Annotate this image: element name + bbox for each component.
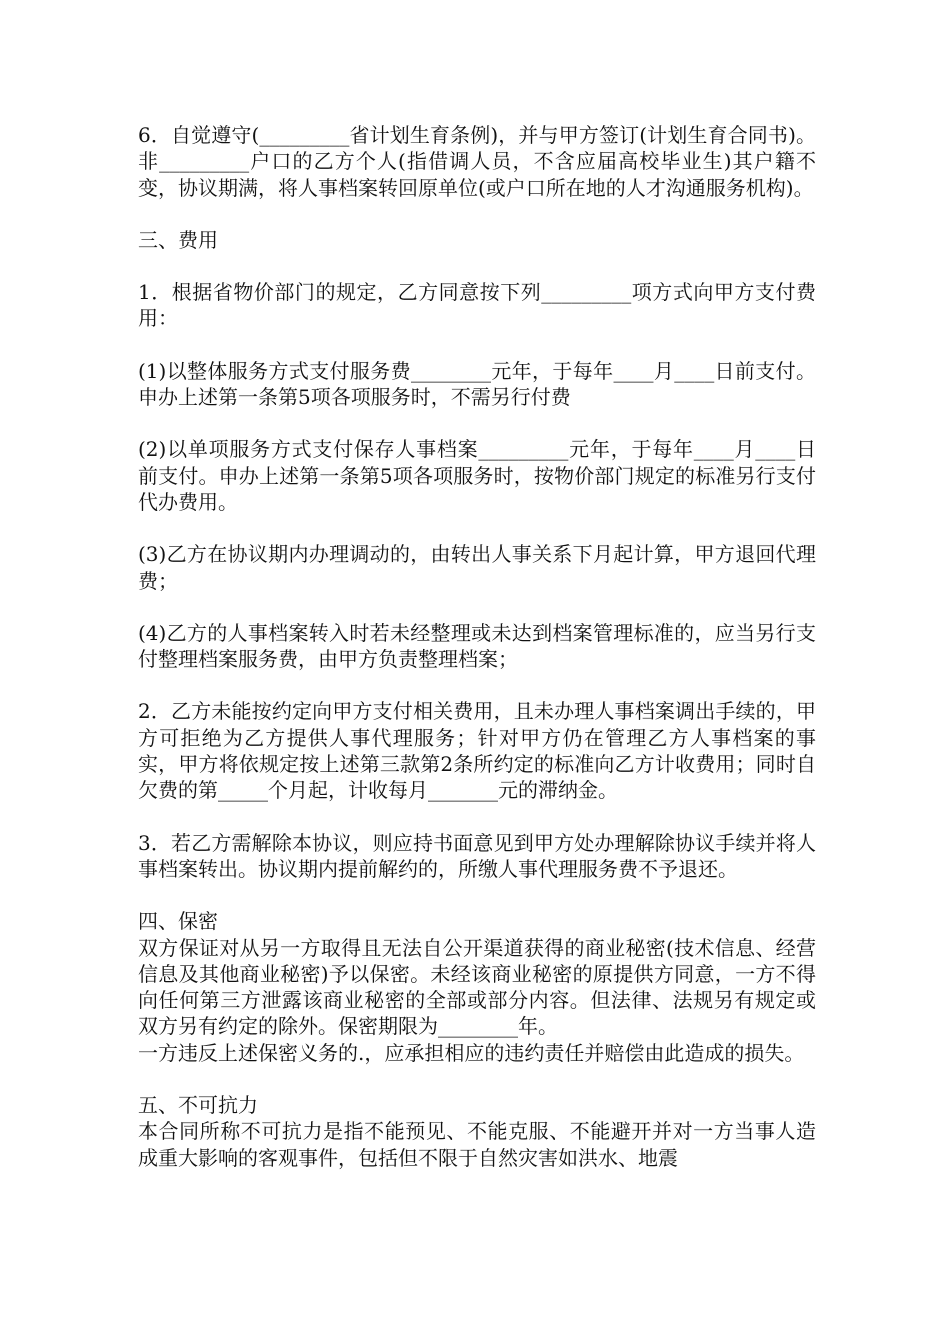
section-four-heading: 四、保密 — [138, 909, 218, 934]
section-five — [138, 1092, 816, 1171]
fees-option-1: (1)以整体服务方式支付服务费________元年，于每年____月____日前支付。申办上述第一条第5项各项服务时，不需另行付费 — [138, 358, 816, 410]
clause-6-family-planning: 6．自觉遵守(_________省计划生育条例)，并与甲方签订(计划生育合同书)。非_________户口的乙方个人(指借调人员，不含应届高校毕业生)其户籍不变，协议期满，将人事档案转回原单位(或户口所在地的人才沟通服务机构)。 — [138, 123, 816, 200]
fees-clause-1: 1．根据省物价部门的规定，乙方同意按下列_________项方式向甲方支付费用： — [138, 280, 816, 331]
fees-option-2: (2)以单项服务方式支付保存人事档案_________元年，于每年____月____日前支付。申办上述第一条第5项各项服务时，按物价部门规定的标准另行支付代办费用。 — [138, 437, 816, 514]
fees-option-4: (4)乙方的人事档案转入时若未经整理或未达到档案管理标准的，应当另行支付整理档案服务费，由甲方负责整理档案； — [138, 620, 816, 672]
section-five-heading: 五、不可抗力 — [138, 1093, 258, 1118]
fees-option-3: (3)乙方在协议期内办理调动的，由转出人事关系下月起计算，甲方退回代理费； — [138, 542, 816, 593]
document-page — [138, 122, 816, 1171]
force-majeure-body-1: 本合同所称不可抗力是指不能预见、不能克服、不能避开并对一方当事人造成重大影响的客观事件，包括但不限于自然灾害如洪水、地震 — [138, 1119, 816, 1170]
fees-clause-2: 2．乙方未能按约定向甲方支付相关费用，且未办理人事档案调出手续的，甲方可拒绝为乙方提供人事代理服务；针对甲方仍在管理乙方人事档案的事实，甲方将依规定按上述第三款第2条所约定的标准向乙方计收费用；同时自欠费的第_____个月起，计收每月_______元的滞纳金。 — [138, 699, 816, 803]
section-three-heading: 三、费用 — [138, 227, 218, 252]
fees-clause-3: 3．若乙方需解除本协议，则应持书面意见到甲方处办理解除协议手续并将人事档案转出。协议期内提前解约的，所缴人事代理服务费不予退还。 — [138, 830, 816, 881]
section-four — [138, 908, 816, 1066]
confidentiality-body-1: 双方保证对从另一方取得且无法自公开渠道获得的商业秘密(技术信息、经营信息及其他商业秘密)予以保密。未经该商业秘密的原提供方同意，一方不得向任何第三方泄露该商业秘密的全部或部分内容。但法律、法规另有规定或双方另有约定的除外。保密期限为________年。 — [138, 935, 816, 1039]
confidentiality-body-2: 一方违反上述保密义务的.，应承担相应的违约责任并赔偿由此造成的损失。 — [138, 1040, 805, 1065]
